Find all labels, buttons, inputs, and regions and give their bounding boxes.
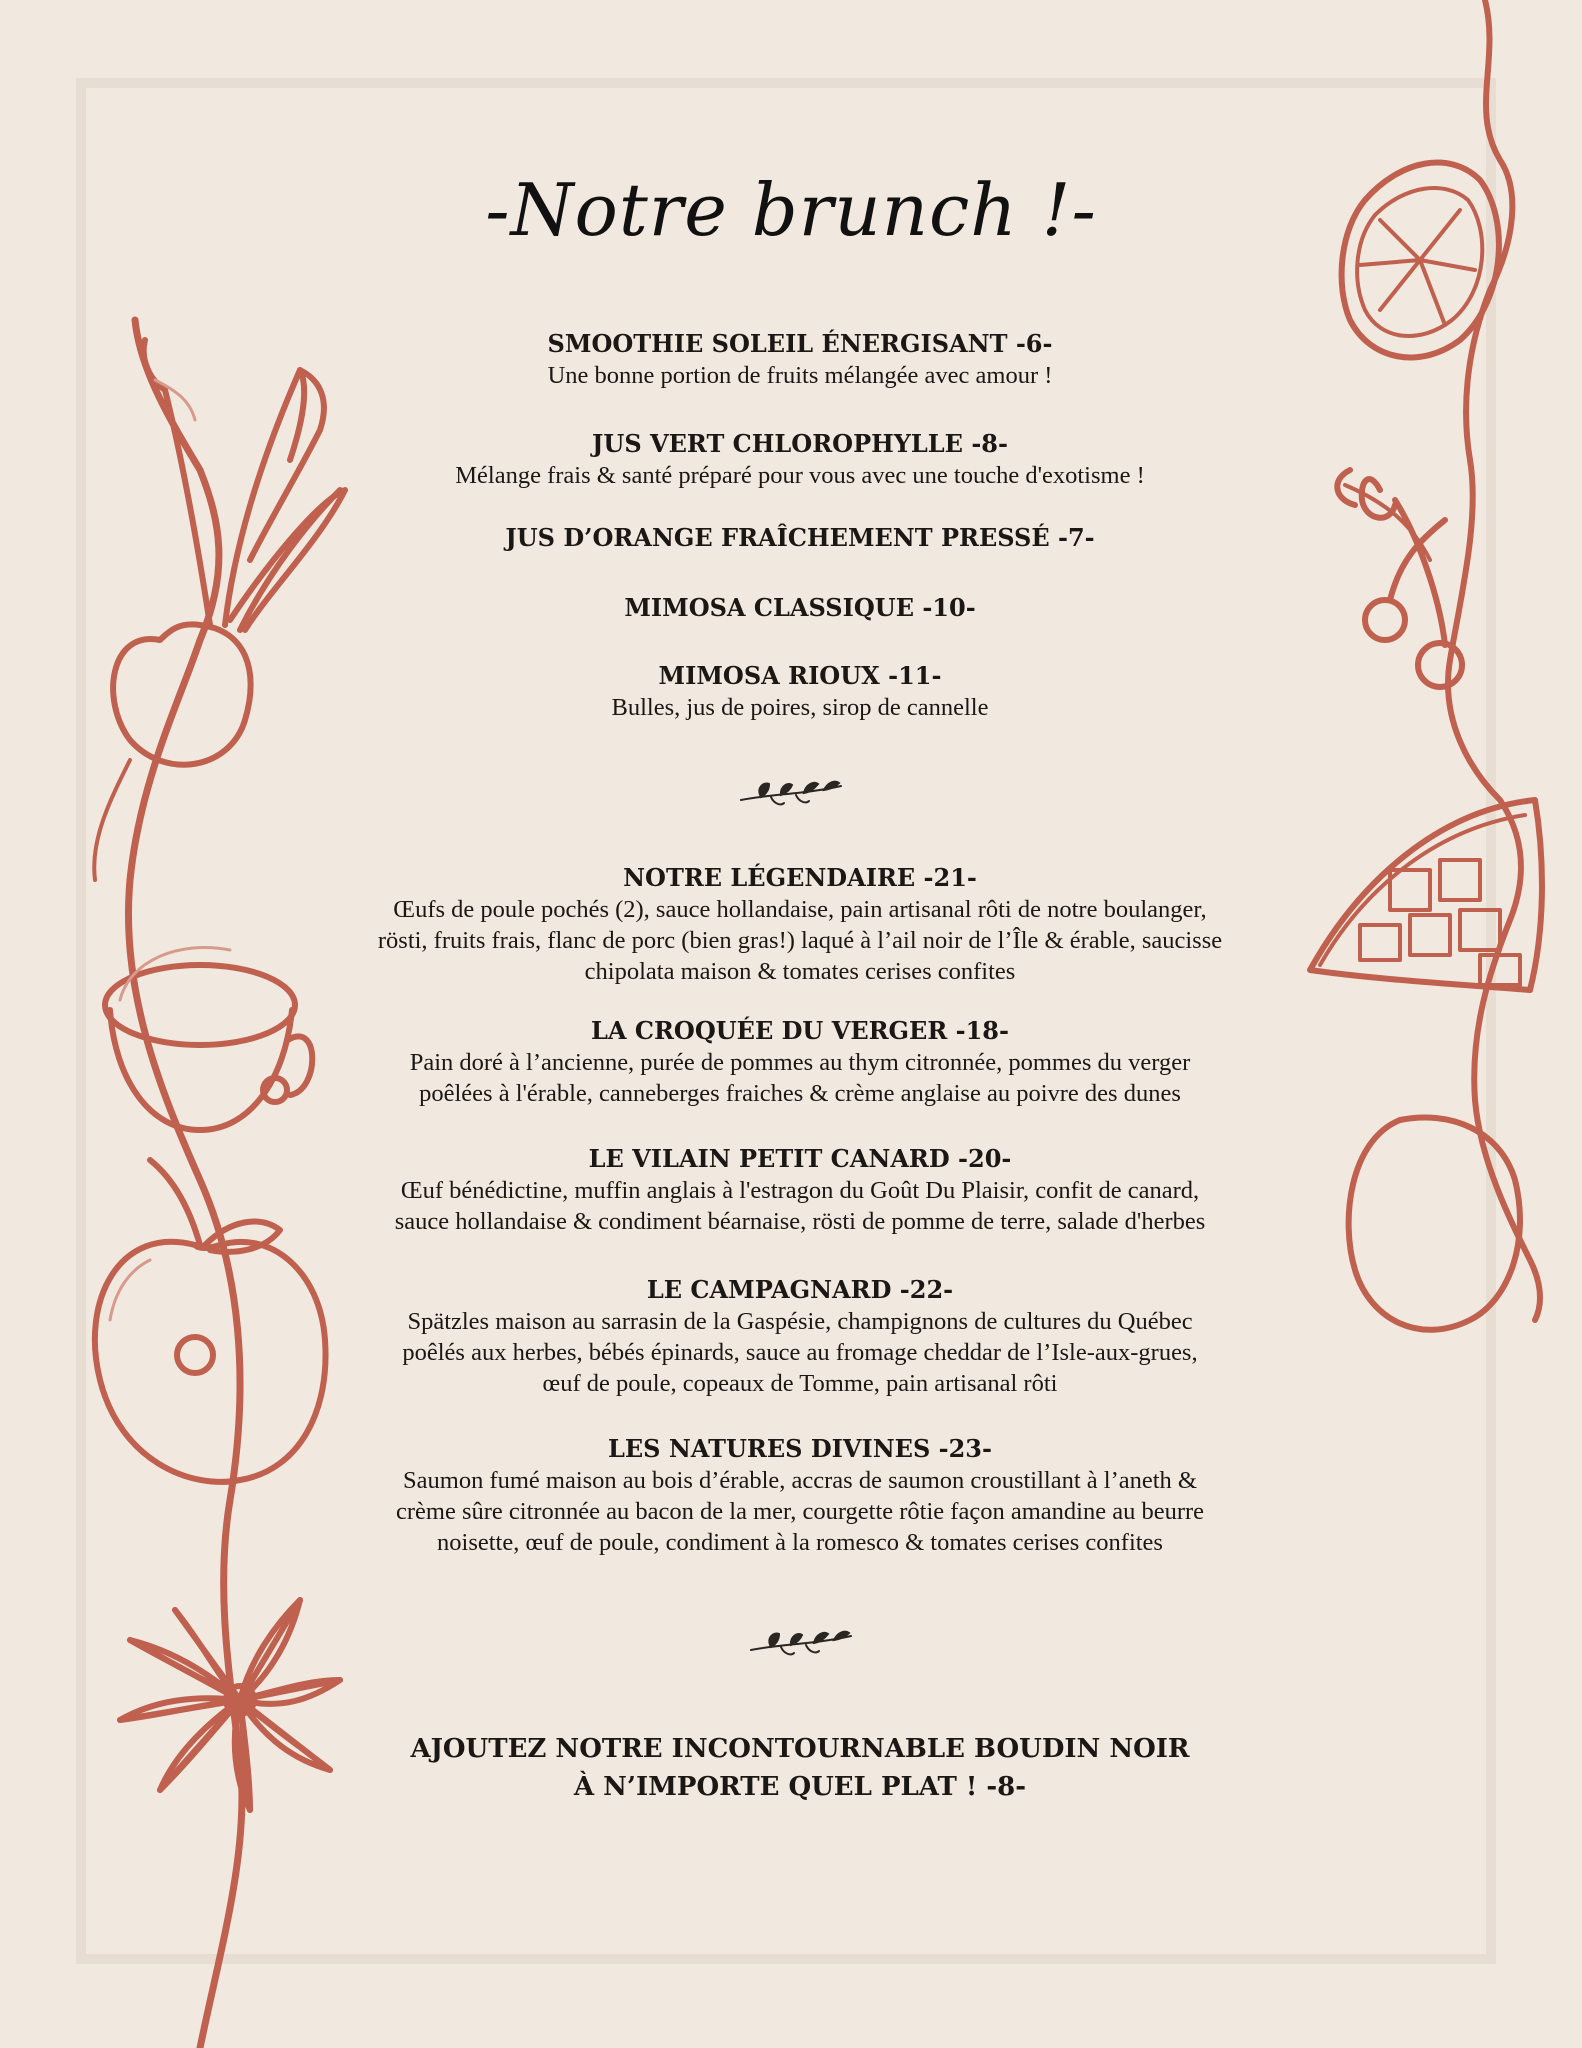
menu-item-name: NOTRE LÉGENDAIRE -21- bbox=[623, 863, 977, 892]
plate-illustration bbox=[1349, 1118, 1520, 1330]
menu-item-description-line: Spätzles maison au sarrasin de la Gaspésie, champignons de cultures du Québec bbox=[407, 1308, 1193, 1335]
waffle-illustration bbox=[1310, 800, 1542, 990]
leaf-divider-icon bbox=[746, 1622, 856, 1662]
menu-item-description-line: chipolata maison & tomates cerises confites bbox=[584, 958, 1016, 985]
menu-item bbox=[300, 592, 1300, 624]
menu-item-name: LE VILAIN PETIT CANARD -20- bbox=[588, 1144, 1012, 1173]
berries-illustration bbox=[1337, 470, 1462, 687]
menu-item bbox=[300, 1433, 1300, 1558]
boudin-noir-note bbox=[300, 1730, 1300, 1806]
menu-item-name: MIMOSA RIOUX -11- bbox=[658, 661, 942, 690]
menu-item-name: LA CROQUÉE DU VERGER -18- bbox=[591, 1016, 1009, 1045]
menu-item-name: JUS VERT CHLOROPHYLLE -8- bbox=[592, 429, 1008, 458]
footer-line: À N’IMPORTE QUEL PLAT ! -8- bbox=[573, 1772, 1027, 1802]
leaf-divider-icon bbox=[736, 772, 846, 812]
menu-item bbox=[300, 1143, 1300, 1237]
menu-item-description-line: noisette, œuf de poule, condiment à la romesco & tomates cerises confites bbox=[437, 1529, 1163, 1556]
footer-line: AJOUTEZ NOTRE INCONTOURNABLE BOUDIN NOIR bbox=[410, 1734, 1190, 1764]
teacup-illustration bbox=[105, 947, 312, 1130]
menu-item bbox=[300, 660, 1300, 723]
menu-item-description-line: crème sûre citronnée au bacon de la mer, courgette rôtie façon amandine au beurre bbox=[395, 1498, 1205, 1525]
menu-item bbox=[300, 428, 1300, 491]
menu-item-description-line: œuf de poule, copeaux de Tomme, pain artisanal rôti bbox=[542, 1370, 1058, 1397]
left-vine-icon bbox=[128, 320, 242, 2048]
menu-item bbox=[300, 862, 1300, 987]
menu-item bbox=[300, 328, 1300, 391]
menu-item-name: JUS D’ORANGE FRAÎCHEMENT PRESSÉ -7- bbox=[505, 523, 1095, 552]
page-title: -Notre brunch !- bbox=[485, 168, 1097, 252]
menu-item-description-line: Œuf bénédictine, muffin anglais à l'estragon du Goût Du Plaisir, confit de canard, bbox=[400, 1177, 1200, 1204]
menu-item-description-line: Œufs de poule pochés (2), sauce hollandaise, pain artisanal rôti de notre boulanger, bbox=[393, 896, 1207, 923]
menu-item-description-line: Pain doré à l’ancienne, purée de pommes au thym citronnée, pommes du verger bbox=[409, 1049, 1191, 1076]
menu-item-description-line: poêlés aux herbes, bébés épinards, sauce au fromage cheddar de l’Isle-aux-grues, bbox=[402, 1339, 1198, 1366]
menu-item-description-line: poêlées à l'érable, canneberges fraiches & crème anglaise au poivre des dunes bbox=[419, 1080, 1181, 1107]
menu-item-name: LES NATURES DIVINES -23- bbox=[608, 1434, 992, 1463]
menu-item-name: MIMOSA CLASSIQUE -10- bbox=[624, 593, 976, 622]
menu-item-description: Mélange frais & santé préparé pour vous avec une touche d'exotisme ! bbox=[455, 462, 1145, 489]
menu-item-name: SMOOTHIE SOLEIL ÉNERGISANT -6- bbox=[547, 329, 1053, 358]
menu-item bbox=[300, 1015, 1300, 1109]
menu-item bbox=[300, 522, 1300, 554]
menu-item bbox=[300, 1274, 1300, 1399]
menu-item-description: Bulles, jus de poires, sirop de cannelle bbox=[611, 694, 989, 721]
menu-item-description: Une bonne portion de fruits mélangée avec amour ! bbox=[547, 362, 1053, 389]
menu-item-description-line: Saumon fumé maison au bois d’érable, accras de saumon croustillant à l’aneth & bbox=[403, 1467, 1197, 1494]
menu-item-name: LE CAMPAGNARD -22- bbox=[646, 1275, 954, 1304]
menu-item-description-line: rösti, fruits frais, flanc de porc (bien gras!) laqué à l’ail noir de l’Île & érable, saucisse bbox=[377, 927, 1223, 954]
menu-item-description-line: sauce hollandaise & condiment béarnaise, rösti de pomme de terre, salade d'herbes bbox=[394, 1208, 1206, 1235]
